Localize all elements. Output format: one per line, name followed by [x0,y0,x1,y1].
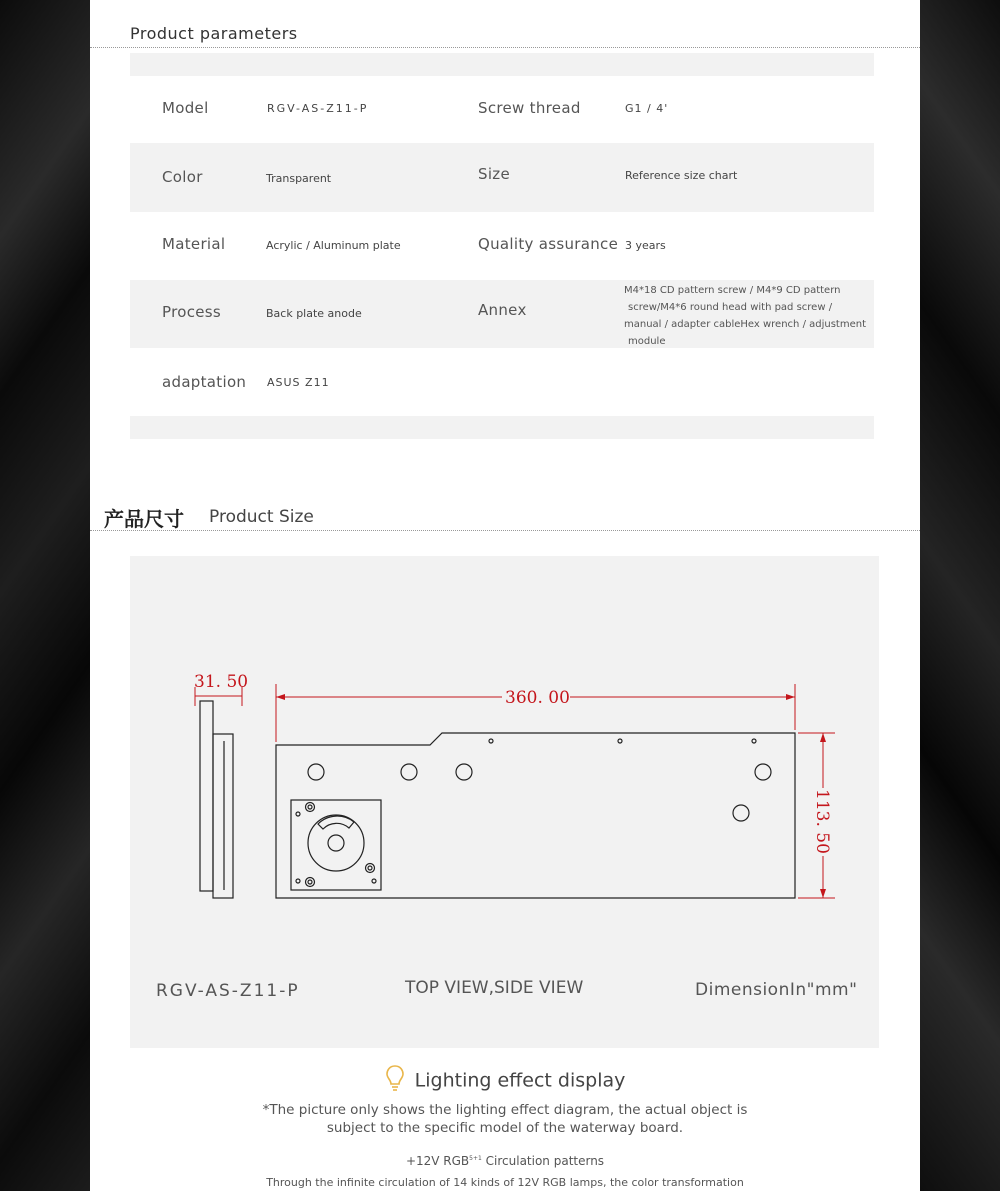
lighting-title-row [90,1064,920,1097]
param-value: Transparent [266,172,332,185]
section-divider [90,47,920,48]
length-label: 360. 00 [505,688,570,708]
lighting-subtitle [90,1154,920,1168]
param-label: Process [162,303,222,321]
param-value: G1 / 4' [625,102,669,115]
annex-line: manual / adapter cableHex wrench / adjustment [624,319,866,330]
param-value: 3 years [625,239,666,252]
table-row [130,280,874,348]
table-row [130,212,874,280]
lighting-note [90,1101,920,1137]
param-label: Material [162,235,226,253]
side-view-plate [200,701,213,891]
lighting-title: Lighting effect display [414,1069,626,1092]
annex-line: M4*18 CD pattern screw / M4*9 CD pattern [624,285,841,296]
dimension-drawing-panel [130,556,879,1048]
param-label: Size [478,165,510,183]
mount-hole [456,764,472,780]
lighting-subtitle-sup: 5+1 [469,1155,482,1162]
lighting-subtitle-suffix: Circulation patterns [481,1154,605,1168]
param-label: Color [162,168,203,186]
table-row [130,76,874,143]
lighting-note-line: subject to the specific model of the waterway board. [326,1120,684,1136]
param-label: Annex [478,301,527,319]
height-label: 113. 50 [812,789,832,854]
param-value: ASUS Z11 [267,376,330,389]
table-bottom-band [130,416,874,439]
param-value: Back plate anode [266,307,362,320]
mount-hole [755,764,771,780]
pump-inlet [328,835,344,851]
table-row [130,143,874,212]
lightbulb-icon [385,1064,405,1097]
side-width-label: 31. 50 [194,672,249,692]
param-label: Screw thread [478,99,581,117]
view-caption: TOP VIEW,SIDE VIEW [405,978,584,998]
mount-pin [618,739,622,743]
annex-line: module [628,336,666,347]
table-top-band [130,53,874,76]
side-view-block [213,734,233,898]
param-value: RGV-AS-Z11-P [267,102,369,115]
mount-hole [308,764,324,780]
right-background-panel [920,0,1000,1191]
lighting-note-line: *The picture only shows the lighting effect diagram, the actual object is [262,1102,748,1118]
param-label: Model [162,99,209,117]
table-row [130,348,874,416]
lighting-description: Through the infinite circulation of 14 kinds of 12V RGB lamps, the color transformation [266,1176,744,1189]
annex-value [624,282,874,350]
parameters-table [130,53,874,439]
mount-hole [401,764,417,780]
left-background-panel [0,0,90,1191]
param-label: Quality assurance [478,235,619,253]
param-label: adaptation [162,373,247,391]
section-divider [90,530,920,531]
product-size-title-cn: 产品尺寸 [104,507,184,531]
param-value: Reference size chart [625,169,738,182]
parameters-section-title: Product parameters [130,24,298,43]
lighting-subtitle-prefix: +12V RGB [405,1154,470,1168]
pump-block [291,800,381,890]
product-detail-page [90,0,920,1191]
mount-pin [752,739,756,743]
board-outline [276,733,795,898]
mount-pin [489,739,493,743]
param-value: Acrylic / Aluminum plate [266,239,401,252]
mount-hole [733,805,749,821]
annex-line: screw/M4*6 round head with pad screw / [628,302,833,313]
product-size-title-en: Product Size [209,507,314,527]
dimension-drawing [130,556,879,1048]
unit-caption: DimensionIn"mm" [695,980,858,1000]
model-caption: RGV-AS-Z11-P [156,981,300,1001]
